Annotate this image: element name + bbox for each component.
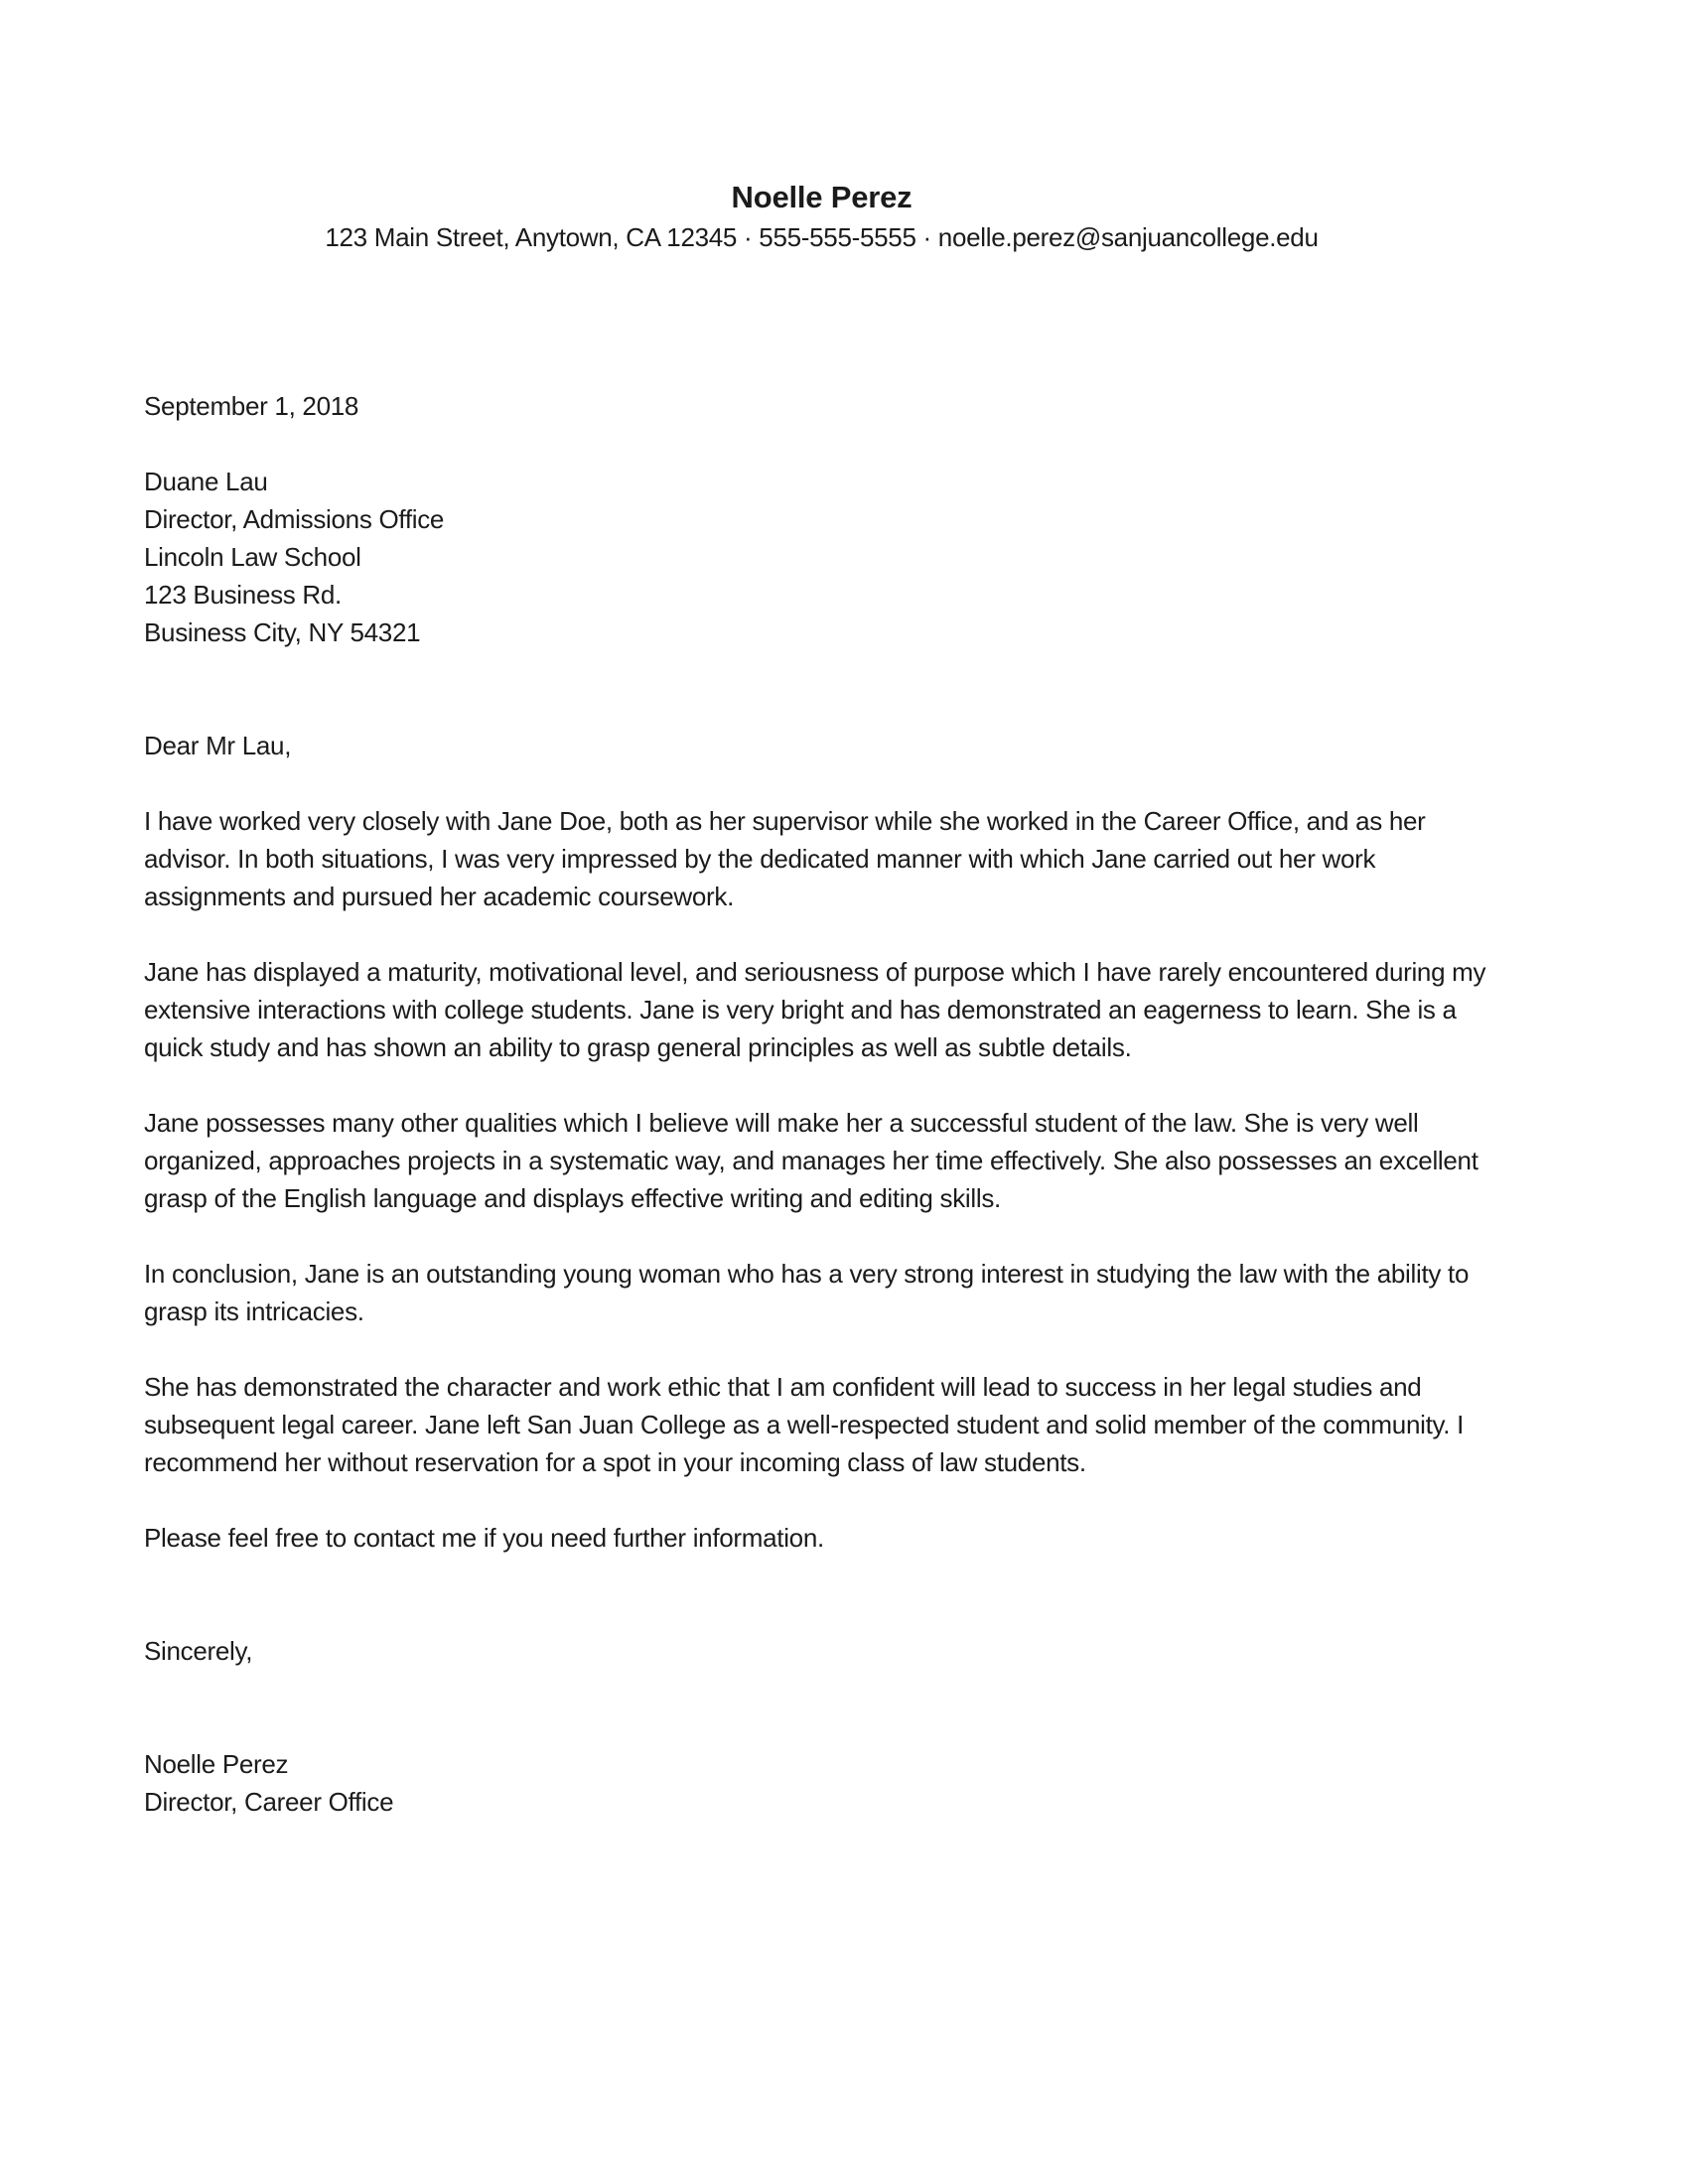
closing: Sincerely, bbox=[144, 1636, 253, 1666]
recipient-address-block bbox=[144, 463, 1499, 651]
recipient-street: 123 Business Rd. bbox=[144, 580, 342, 610]
paragraph-1: I have worked very closely with Jane Doe, both as her supervisor while she worked in the Career Office, and as her advisor. In both situations, I was very impressed by the dedicated manner with which Jane carried out her work assignments and pursued her academic coursework. bbox=[144, 806, 1426, 911]
paragraph-2: Jane has displayed a maturity, motivational level, and seriousness of purpose which I have rarely encountered during my extensive interactions with college students. Jane is very bright and has demonstrated an eagerness to learn. She is a quick study and has shown an ability to grasp general principles as well as subtle details. bbox=[144, 957, 1486, 1062]
sender-contact-line: 123 Main Street, Anytown, CA 12345 · 555-555-5555 · noelle.perez@sanjuancollege.edu bbox=[325, 222, 1319, 252]
salutation: Dear Mr Lau, bbox=[144, 731, 292, 760]
paragraph-6: Please feel free to contact me if you need further information. bbox=[144, 1523, 824, 1553]
signature-title: Director, Career Office bbox=[144, 1787, 394, 1817]
signature-name: Noelle Perez bbox=[144, 1749, 289, 1779]
letter-date: September 1, 2018 bbox=[144, 391, 359, 421]
recipient-name: Duane Lau bbox=[144, 467, 268, 496]
recipient-title: Director, Admissions Office bbox=[144, 504, 445, 534]
paragraph-4: In conclusion, Jane is an outstanding young woman who has a very strong interest in studying the law with the ability to grasp its intricacies. bbox=[144, 1259, 1470, 1326]
paragraph-3: Jane possesses many other qualities which I believe will make her a successful student of the law. She is very well organized, approaches projects in a systematic way, and manages her time effectively. She also possesses an excellent grasp of the English language and displays effective writing and editing skills. bbox=[144, 1108, 1478, 1213]
recipient-organization: Lincoln Law School bbox=[144, 542, 361, 572]
paragraph-5: She has demonstrated the character and work ethic that I am confident will lead to success in her legal studies and subsequent legal career. Jane left San Juan College as a well-respected student and solid member of the community. I recommend her without reservation for a spot in your incoming class of law students. bbox=[144, 1372, 1465, 1477]
letter-header bbox=[144, 177, 1499, 256]
sender-name: Noelle Perez bbox=[731, 180, 913, 214]
recipient-city: Business City, NY 54321 bbox=[144, 617, 421, 647]
signature-block bbox=[144, 1745, 1499, 1821]
